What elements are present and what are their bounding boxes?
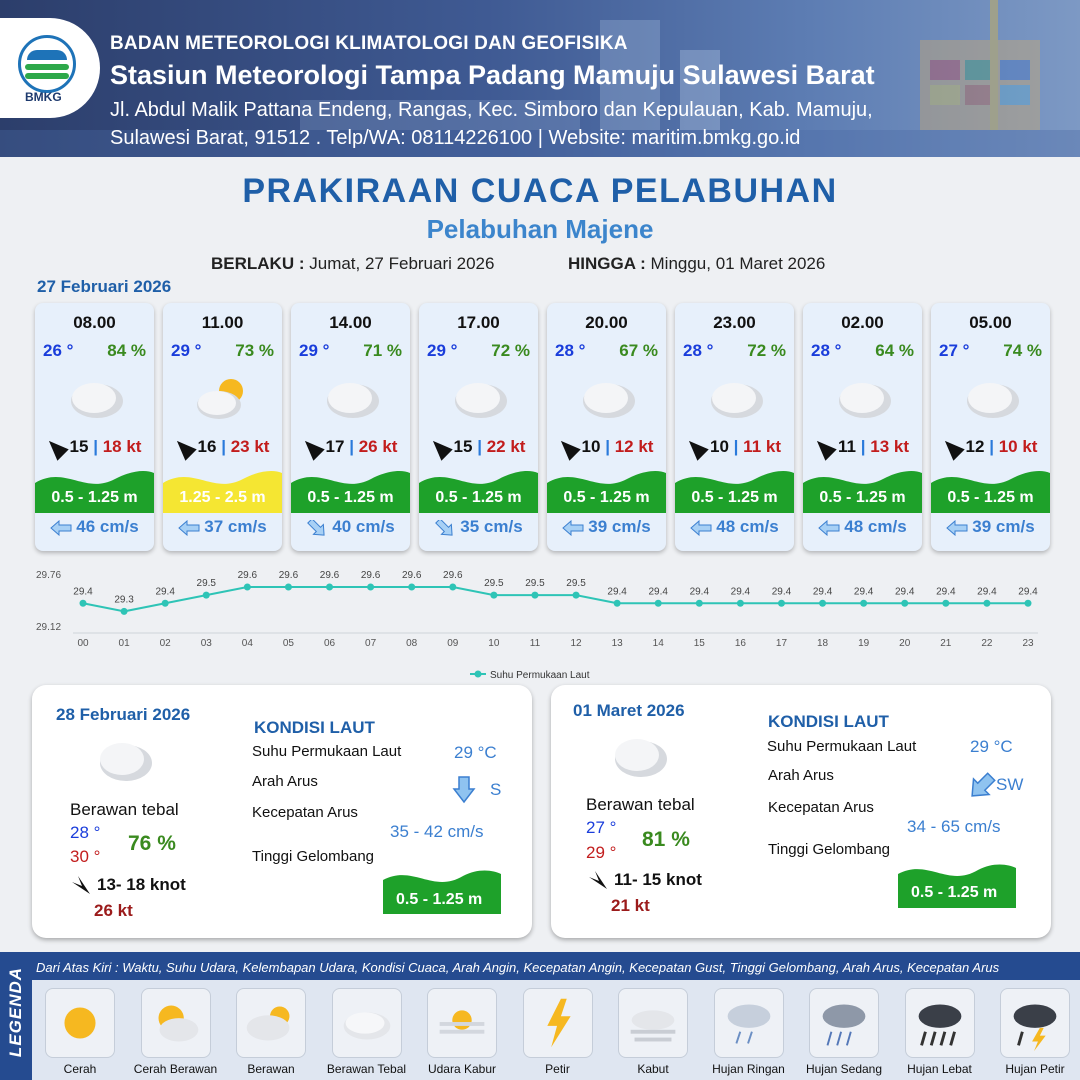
forecast-current — [675, 517, 794, 537]
current-arrow-icon — [690, 520, 712, 536]
cloud-icon — [705, 373, 765, 423]
wind-arrow-icon — [43, 435, 68, 460]
x-tick-label: 12 — [570, 638, 582, 649]
current-arrow-sw-icon — [967, 771, 997, 801]
forecast-temperature: 28 ° — [683, 341, 714, 360]
current-speed: 48 cm/s — [844, 517, 907, 536]
wind-speed: 10 — [581, 437, 601, 456]
forecast-temperature: 26 ° — [43, 341, 74, 360]
sst-label: Suhu Permukaan Laut — [767, 738, 917, 755]
day-temp-max: 27 ° — [586, 818, 617, 837]
forecast-humidity: 64 % — [875, 341, 914, 360]
data-label: 29.4 — [155, 586, 175, 598]
forecast-card — [547, 303, 666, 551]
legend-item — [427, 988, 497, 1076]
forecast-time: 11.00 — [201, 313, 244, 332]
wind-gust: 23 kt — [230, 437, 270, 456]
fog-icon — [618, 988, 688, 1058]
legend-item-label: Hujan Petir — [1005, 1062, 1065, 1076]
data-point — [244, 584, 251, 591]
current-arrow-icon — [50, 520, 72, 536]
x-tick-label: 08 — [406, 638, 418, 649]
x-tick-label: 17 — [775, 638, 788, 649]
legend-item — [133, 988, 218, 1076]
x-tick-label: 16 — [734, 638, 746, 649]
data-label: 29.4 — [73, 586, 93, 598]
day-panel-1 — [32, 685, 532, 938]
forecast-wind — [675, 437, 794, 458]
data-label: 29.4 — [607, 586, 627, 598]
wind-gust: 26 kt — [358, 437, 398, 456]
current-speed: 46 cm/s — [76, 517, 139, 536]
legend-item — [805, 988, 883, 1076]
data-label: 29.4 — [730, 586, 751, 598]
data-point — [696, 600, 703, 607]
data-point — [203, 592, 210, 599]
header-banner — [0, 0, 1080, 157]
sun-cloud-icon — [141, 988, 211, 1058]
data-point — [614, 600, 621, 607]
legend-item — [618, 988, 688, 1076]
current-speed-value: 34 - 65 cm/s — [907, 817, 1001, 836]
data-point — [408, 584, 415, 591]
light-rain-icon — [714, 988, 784, 1058]
current-direction-label: Arah Arus — [768, 767, 834, 784]
wave-height-value: 0.5 - 1.25 m — [396, 891, 483, 908]
x-tick-label: 23 — [1022, 638, 1034, 649]
x-tick-label: 13 — [611, 638, 623, 649]
data-point — [162, 600, 169, 607]
wind-gust: 12 kt — [614, 437, 654, 456]
x-tick-label: 11 — [529, 638, 541, 649]
legend-item-label: Hujan Sedang — [805, 1062, 883, 1076]
forecast-temperature: 29 ° — [171, 341, 202, 360]
wave-height: 0.5 - 1.25 m — [563, 489, 650, 506]
wind-arrow-icon — [587, 869, 609, 891]
current-speed: 39 cm/s — [972, 517, 1035, 536]
legend-item-label: Kabut — [637, 1062, 669, 1076]
wind-speed: 15 — [69, 437, 89, 456]
x-tick-label: 20 — [899, 638, 911, 649]
forecast-current — [163, 517, 282, 537]
validity-from — [211, 254, 494, 274]
data-point — [942, 600, 949, 607]
cloud-icon — [92, 735, 156, 787]
data-label: 29.6 — [237, 570, 258, 581]
wind-separator: | — [733, 437, 739, 456]
wave-height: 0.5 - 1.25 m — [691, 489, 778, 506]
haze-icon — [427, 988, 497, 1058]
forecast-wind — [547, 437, 666, 458]
wind-gust: 11 kt — [743, 437, 781, 456]
legend-item-label: Cerah Berawan — [133, 1062, 218, 1076]
wave-height: 0.5 - 1.25 m — [435, 489, 522, 506]
forecast-current — [547, 517, 666, 537]
day-humidity: 76 % — [128, 832, 176, 855]
legend-item-label: Petir — [545, 1062, 570, 1076]
legend-item-label: Hujan Lebat — [907, 1062, 972, 1076]
wind-speed: 11 — [838, 437, 856, 456]
current-speed: 40 cm/s — [332, 517, 395, 536]
legend-item-label: Udara Kabur — [427, 1062, 497, 1076]
forecast-humidity: 73 % — [235, 341, 274, 360]
current-direction-value: SW — [996, 775, 1024, 794]
data-label: 29.4 — [689, 586, 710, 598]
wind-speed: 12 — [965, 437, 985, 456]
legend-swatch-marker — [475, 671, 482, 678]
x-tick-label: 03 — [200, 638, 212, 649]
forecast-humidity: 71 % — [363, 341, 402, 360]
data-point — [1025, 600, 1032, 607]
forecast-card — [163, 303, 282, 551]
x-tick-label: 15 — [693, 638, 705, 649]
data-label: 29.5 — [525, 578, 545, 590]
wind-separator: | — [605, 437, 610, 456]
day-condition: Berawan tebal — [586, 795, 695, 814]
validity-to — [568, 254, 825, 274]
data-point — [531, 592, 538, 599]
forecast-card — [419, 303, 538, 551]
data-label: 29.5 — [484, 578, 504, 590]
wind-arrow-icon — [939, 435, 964, 460]
data-point — [285, 584, 292, 591]
sst-value: 29 °C — [970, 737, 1013, 756]
wind-arrow-icon — [683, 435, 708, 460]
data-label: 29.4 — [895, 586, 915, 598]
forecast-humidity: 84 % — [107, 341, 146, 360]
cloud-icon — [332, 988, 402, 1058]
data-label: 29.5 — [196, 578, 216, 590]
x-tick-label: 22 — [981, 638, 993, 649]
y-tick-label: 29.76 — [36, 570, 62, 581]
wind-gust: 10 kt — [998, 437, 1038, 456]
sst-line-chart — [30, 566, 1050, 686]
current-arrow-icon — [306, 520, 328, 536]
forecast-current — [419, 517, 538, 537]
cloud-icon — [961, 373, 1021, 423]
wave-height-label: Tinggi Gelombang — [768, 841, 891, 858]
legend-side-label: LEGENDA — [6, 966, 25, 1058]
wind-speed: 10 — [710, 437, 729, 456]
data-label: 29.6 — [278, 570, 299, 581]
wind-separator: | — [221, 437, 226, 456]
data-point — [983, 600, 990, 607]
forecast-wind — [35, 437, 154, 458]
wind-arrow-icon — [555, 435, 580, 460]
current-arrow-down-icon — [452, 775, 476, 805]
logo-text: BMKG — [25, 90, 62, 104]
day-date: 28 Februari 2026 — [56, 705, 191, 724]
forecast-temperature: 27 ° — [939, 341, 970, 360]
day-wind: 13- 18 knot — [97, 875, 186, 894]
sun-cloud-icon — [193, 373, 253, 423]
cloud-icon — [607, 731, 671, 783]
wave-height: 1.25 - 2.5 m — [179, 489, 266, 506]
wind-arrow-icon — [70, 874, 92, 896]
forecast-time: 02.00 — [841, 313, 884, 332]
data-point — [860, 600, 867, 607]
wave-height: 0.5 - 1.25 m — [307, 489, 394, 506]
data-point — [326, 584, 333, 591]
current-arrow-icon — [562, 520, 584, 536]
current-speed: 37 cm/s — [204, 517, 267, 536]
data-label: 29.4 — [853, 586, 874, 598]
wind-speed: 17 — [325, 437, 345, 456]
wind-speed: 16 — [197, 437, 217, 456]
current-speed-label: Kecepatan Arus — [768, 799, 874, 816]
forecast-card — [291, 303, 410, 551]
x-tick-label: 14 — [652, 638, 664, 649]
day-panel-2 — [551, 685, 1051, 938]
legend-item — [905, 988, 975, 1076]
current-arrow-icon — [946, 520, 968, 536]
series-line — [83, 587, 1028, 611]
forecast-date-label: 27 Februari 2026 — [37, 277, 172, 296]
x-tick-label: 04 — [241, 638, 253, 649]
cloud-icon — [321, 373, 381, 423]
day-humidity: 81 % — [642, 828, 690, 851]
forecast-current — [35, 517, 154, 537]
forecast-time: 08.00 — [73, 313, 116, 332]
data-label: 29.5 — [566, 578, 586, 590]
heavy-rain-icon — [905, 988, 975, 1058]
cloud-icon — [833, 373, 893, 423]
wind-gust: 22 kt — [486, 437, 526, 456]
thunderstorm-icon — [1000, 988, 1070, 1058]
address-line-2: Sulawesi Barat, 91512 . Telp/WA: 08114226100 | Website: maritim.bmkg.go.id — [110, 127, 801, 149]
data-point — [80, 600, 87, 607]
x-tick-label: 05 — [282, 638, 294, 649]
current-speed: 39 cm/s — [588, 517, 651, 536]
x-tick-label: 18 — [817, 638, 829, 649]
x-tick-label: 09 — [447, 638, 459, 649]
forecast-card — [803, 303, 922, 551]
forecast-temperature: 29 ° — [427, 341, 458, 360]
legend-item-label: Cerah — [63, 1062, 97, 1076]
current-arrow-icon — [434, 520, 456, 536]
legend-item — [326, 988, 407, 1076]
current-direction-label: Arah Arus — [252, 773, 318, 790]
data-point — [367, 584, 374, 591]
wave-height: 0.5 - 1.25 m — [819, 489, 906, 506]
forecast-current — [931, 517, 1050, 537]
data-label: 29.4 — [812, 586, 833, 598]
legend-item — [712, 988, 785, 1076]
current-speed: 48 cm/s — [716, 517, 779, 536]
legend-item — [236, 988, 306, 1076]
partly-cloud-icon — [236, 988, 306, 1058]
wind-speed: 15 — [453, 437, 473, 456]
data-label: 29.6 — [319, 570, 340, 581]
legend-item-label: Hujan Ringan — [712, 1062, 785, 1076]
bmkg-logo-icon — [18, 35, 76, 93]
x-tick-label: 06 — [323, 638, 336, 649]
legend-description: Dari Atas Kiri : Waktu, Suhu Udara, Kelembapan Udara, Kondisi Cuaca, Arah Angin, Kecepatan Angin, Kecepatan Gust, Tinggi Gelombang, Arah Arus, Kecepatan Arus — [36, 960, 1000, 975]
current-speed-label: Kecepatan Arus — [252, 804, 358, 821]
data-point — [490, 592, 497, 599]
forecast-time: 20.00 — [585, 313, 628, 332]
data-point — [573, 592, 580, 599]
data-point — [449, 584, 456, 591]
forecast-card — [931, 303, 1050, 551]
address-line-1: Jl. Abdul Malik Pattana Endeng, Rangas, Kec. Simboro dan Kepulauan, Kab. Mamuju, — [110, 99, 873, 121]
data-label: 29.4 — [977, 586, 997, 598]
wind-separator: | — [93, 437, 98, 456]
forecast-temperature: 29 ° — [299, 341, 330, 360]
wind-arrow-icon — [299, 435, 324, 460]
current-speed-value: 35 - 42 cm/s — [390, 822, 484, 841]
logo-container — [0, 18, 100, 118]
sun-icon — [45, 988, 115, 1058]
forecast-wind — [803, 437, 922, 458]
x-tick-label: 00 — [77, 638, 89, 649]
cloud-icon — [65, 373, 125, 423]
day-wind: 11- 15 knot — [614, 870, 702, 889]
legend-item — [523, 988, 593, 1076]
legend-series-name: Suhu Permukaan Laut — [490, 670, 590, 681]
current-speed: 35 cm/s — [460, 517, 523, 536]
current-direction-value: S — [490, 780, 502, 799]
x-tick-label: 01 — [118, 638, 130, 649]
wave-height: 0.5 - 1.25 m — [51, 489, 138, 506]
forecast-time: 14.00 — [329, 313, 372, 332]
data-label: 29.6 — [443, 570, 463, 581]
forecast-humidity: 67 % — [619, 341, 658, 360]
forecast-card — [35, 303, 154, 551]
cloud-icon — [577, 373, 637, 423]
forecast-humidity: 72 % — [747, 341, 786, 360]
cloud-icon — [449, 373, 509, 423]
data-label: 29.6 — [401, 570, 422, 581]
station-address — [110, 96, 1070, 152]
station-name: Stasiun Meteorologi Tampa Padang Mamuju Sulawesi Barat — [110, 60, 875, 90]
wind-gust: 13 kt — [870, 437, 909, 456]
data-label: 29.3 — [114, 594, 134, 606]
current-arrow-icon — [178, 520, 200, 536]
day-date: 01 Maret 2026 — [573, 701, 685, 720]
lightning-icon — [523, 988, 593, 1058]
page-title: PRAKIRAAN CUACA PELABUHAN — [242, 172, 838, 210]
forecast-current — [291, 517, 410, 537]
wind-gust: 18 kt — [102, 437, 142, 456]
sst-label: Suhu Permukaan Laut — [252, 743, 402, 760]
wave-height: 0.5 - 1.25 m — [947, 489, 1034, 506]
sea-condition-title: KONDISI LAUT — [768, 712, 889, 731]
wave-height-value: 0.5 - 1.25 m — [911, 884, 998, 901]
data-label: 29.4 — [648, 586, 668, 598]
current-arrow-icon — [818, 520, 840, 536]
moderate-rain-icon — [809, 988, 879, 1058]
data-label: 29.4 — [1018, 586, 1038, 598]
wind-separator: | — [349, 437, 354, 456]
data-point — [737, 600, 744, 607]
x-tick-label: 02 — [159, 638, 171, 649]
wind-arrow-icon — [171, 435, 196, 460]
legend-item-label: Berawan — [247, 1062, 295, 1076]
day-condition: Berawan tebal — [70, 800, 179, 819]
legend-item-label: Berawan Tebal — [326, 1062, 407, 1076]
forecast-wind — [163, 437, 282, 458]
wind-separator: | — [860, 437, 866, 456]
day-temp-min: 30 ° — [70, 847, 101, 866]
wind-arrow-icon — [427, 435, 452, 460]
x-tick-label: 19 — [858, 638, 870, 649]
validity-to-label: HINGGA : — [568, 254, 646, 273]
validity-from-value: Jumat, 27 Februari 2026 — [309, 254, 495, 273]
day-temp-max: 28 ° — [70, 823, 101, 842]
sea-condition-title: KONDISI LAUT — [254, 718, 375, 737]
wind-separator: | — [989, 437, 994, 456]
forecast-current — [803, 517, 922, 537]
forecast-humidity: 72 % — [491, 341, 530, 360]
data-point — [901, 600, 908, 607]
forecast-wind — [931, 437, 1050, 458]
data-label: 29.4 — [936, 586, 956, 598]
sst-value: 29 °C — [454, 743, 497, 762]
organization-name: BADAN METEOROLOGI KLIMATOLOGI DAN GEOFISIKA — [110, 33, 628, 54]
data-label: 29.6 — [360, 570, 381, 581]
forecast-time: 17.00 — [457, 313, 500, 332]
forecast-time: 05.00 — [969, 313, 1012, 332]
day-gust: 26 kt — [94, 901, 133, 920]
page-subtitle: Pelabuhan Majene — [426, 214, 654, 244]
legend — [0, 952, 1080, 1080]
data-label: 29.4 — [771, 586, 792, 598]
y-tick-label: 29.12 — [36, 622, 62, 633]
wind-separator: | — [477, 437, 482, 456]
day-gust: 21 kt — [611, 896, 650, 915]
data-point — [819, 600, 826, 607]
x-tick-label: 21 — [940, 638, 952, 649]
wind-arrow-icon — [811, 435, 836, 460]
validity-from-label: BERLAKU : — [211, 254, 305, 273]
forecast-time: 23.00 — [713, 313, 756, 332]
legend-item — [45, 988, 115, 1076]
legend-side-tab — [0, 952, 32, 1080]
wave-height-label: Tinggi Gelombang — [252, 848, 375, 865]
x-tick-label: 10 — [488, 638, 500, 649]
forecast-wind — [291, 437, 410, 458]
forecast-wind — [419, 437, 538, 458]
day-temp-min: 29 ° — [586, 843, 617, 862]
data-point — [655, 600, 662, 607]
forecast-temperature: 28 ° — [555, 341, 586, 360]
forecast-temperature: 28 ° — [811, 341, 842, 360]
validity-to-value: Minggu, 01 Maret 2026 — [650, 254, 826, 273]
forecast-humidity: 74 % — [1003, 341, 1042, 360]
legend-item — [1000, 988, 1070, 1076]
forecast-card — [675, 303, 794, 551]
data-point — [778, 600, 785, 607]
data-point — [121, 608, 128, 615]
x-tick-label: 07 — [365, 638, 377, 649]
